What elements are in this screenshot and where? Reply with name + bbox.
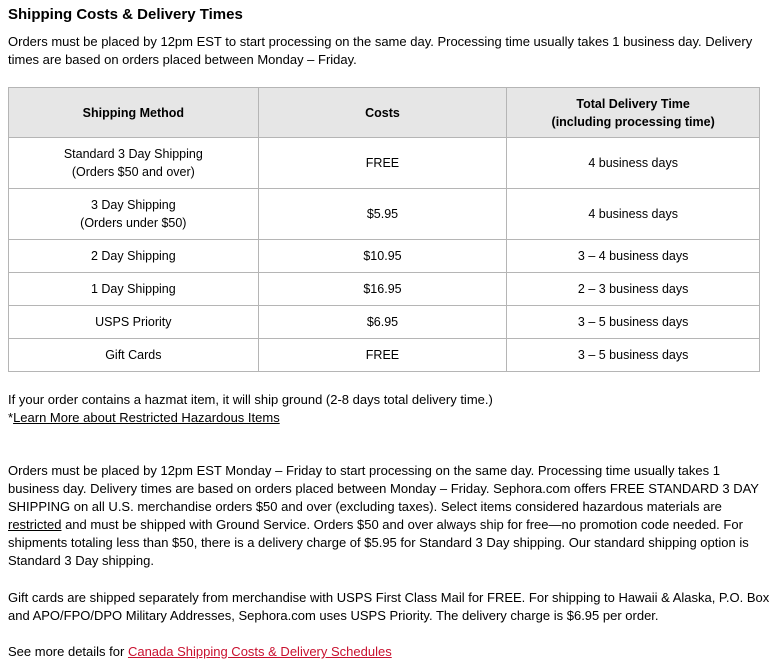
method-name: Standard 3 Day Shipping xyxy=(63,147,203,161)
delivery-time-cell: 4 business days xyxy=(507,138,760,189)
method-cell: Gift Cards xyxy=(9,339,259,372)
intro-text: Orders must be placed by 12pm EST to start processing on the same day. Processing time usually takes 1 business day. Delivery times are based on orders placed between Monday – Friday. xyxy=(8,34,753,67)
cost-cell: $10.95 xyxy=(258,240,507,273)
table-row xyxy=(9,138,760,189)
header-costs: Costs xyxy=(258,88,507,138)
delivery-time-cell: 2 – 3 business days xyxy=(507,273,760,306)
hazmat-asterisk: * xyxy=(8,410,14,425)
header-delivery-time-line1: Total Delivery Time xyxy=(576,96,690,111)
table-row xyxy=(9,306,760,339)
more-details-prefix: See more details for xyxy=(8,644,128,659)
method-cell: USPS Priority xyxy=(9,306,259,339)
header-delivery-time xyxy=(507,88,760,138)
gift-card-paragraph: Gift cards are shipped separately from merchandise with USPS First Class Mail for FREE. For shipping to Hawaii & Alaska, P.O. Box and APO/FPO/DPO Military Addresses, Sephora.com uses USPS Priority. The delivery charge is $6.95 per order. xyxy=(8,590,770,623)
hazmat-link-line xyxy=(8,409,280,427)
delivery-time-cell: 3 – 4 business days xyxy=(507,240,760,273)
method-name: 3 Day Shipping xyxy=(90,198,176,212)
header-shipping-method: Shipping Method xyxy=(9,88,259,138)
more-details-line xyxy=(8,643,392,661)
method-cell xyxy=(9,138,259,189)
cost-cell: $5.95 xyxy=(258,189,507,240)
cost-cell: FREE xyxy=(258,339,507,372)
method-cell: 1 Day Shipping xyxy=(9,273,259,306)
hazmat-note: If your order contains a hazmat item, it will ship ground (2-8 days total delivery time.) xyxy=(8,392,493,407)
method-cell: 2 Day Shipping xyxy=(9,240,259,273)
cost-cell: $16.95 xyxy=(258,273,507,306)
policy-text-end: and must be shipped with Ground Service. Orders $50 and over always ship for free—no promotion code needed. For shipments totaling less than $50, there is a delivery charge of $5.95 for Standard 3 Day shipping. Our standard shipping option is Standard 3 Day shipping. xyxy=(8,517,749,568)
method-cell xyxy=(9,189,259,240)
cost-cell: FREE xyxy=(258,138,507,189)
canada-shipping-link[interactable]: Canada Shipping Costs & Delivery Schedules xyxy=(127,644,392,659)
header-delivery-time-line2: (including processing time) xyxy=(551,114,715,129)
policy-text-start: Orders must be placed by 12pm EST Monday – Friday to start processing on the same day. Processing time usually takes 1 business day. Delivery times are based on orders placed between Monday – Friday. Sephora.com offers FREE STANDARD 3 DAY SHIPPING on all U.S. merchandise orders $50 and over (excluding taxes). Select items considered hazardous materials are xyxy=(8,463,759,514)
method-condition: (Orders under $50) xyxy=(80,216,187,230)
hazardous-items-link[interactable]: Learn More about Restricted Hazardous Items xyxy=(13,410,280,425)
table-row xyxy=(9,339,760,372)
delivery-time-cell: 3 – 5 business days xyxy=(507,306,760,339)
shipping-policy-paragraph xyxy=(8,462,770,570)
cost-cell: $6.95 xyxy=(258,306,507,339)
delivery-time-cell: 4 business days xyxy=(507,189,760,240)
table-header-row xyxy=(9,88,760,138)
delivery-time-cell: 3 – 5 business days xyxy=(507,339,760,372)
shipping-table xyxy=(8,87,760,372)
page-title: Shipping Costs & Delivery Times xyxy=(8,6,243,23)
method-condition: (Orders $50 and over) xyxy=(71,165,195,179)
table-row xyxy=(9,240,760,273)
table-row xyxy=(9,189,760,240)
restricted-term: restricted xyxy=(8,517,62,532)
table-row xyxy=(9,273,760,306)
